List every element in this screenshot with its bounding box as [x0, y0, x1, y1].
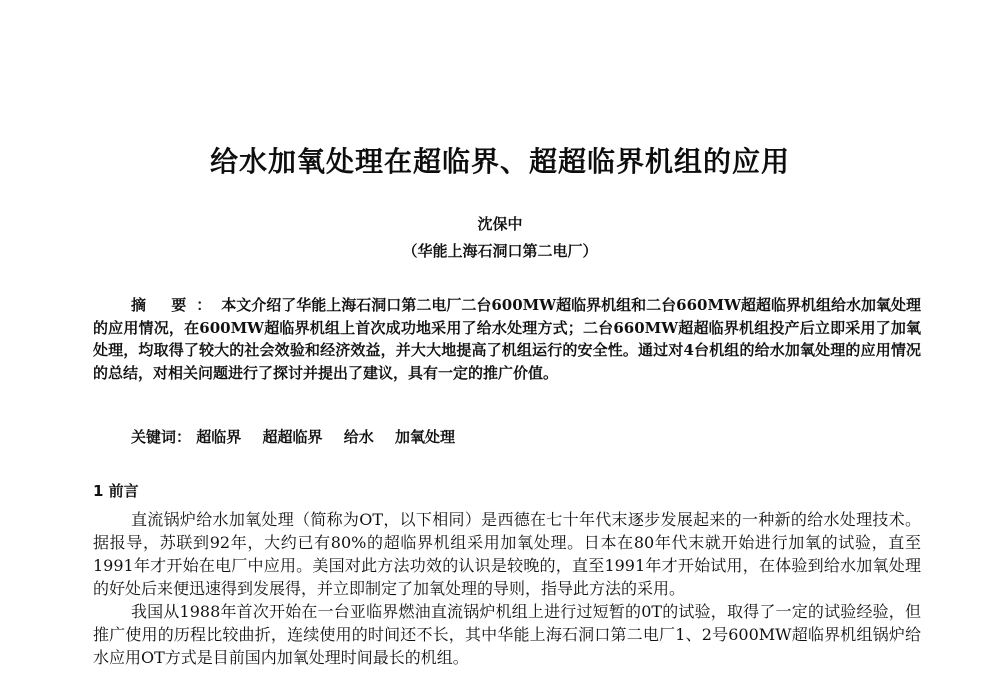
abstract-text: 本文介绍了华能上海石洞口第二电厂二台600MW超临界机组和二台660MW超超临界机组给水加氧处理的应用情况，在600MW超临界机组上首次成功地采用了给水处理方式；二台660MW超超临界机组投产后立即采用了加氧处理，均取得了较大的社会效验和经济效益，并大大地提高了机组运行的安全性。通过对4台机组的给水加氧处理的应用情况的总结，对相关问题进行了探讨并提出了建议，具有一定的推广价值。 [93, 296, 921, 382]
section-heading: 1 前言 [93, 482, 139, 500]
author-affiliation: （华能上海石洞口第二电厂） [402, 242, 598, 260]
abstract [93, 294, 921, 384]
keyword: 超超临界 [262, 428, 323, 446]
keyword: 加氧处理 [395, 428, 456, 446]
keyword: 超临界 [196, 428, 242, 446]
author-name: 沈保中 [477, 215, 523, 233]
keywords [131, 426, 921, 447]
section-body [93, 508, 921, 669]
abstract-label: 摘 要： [131, 296, 222, 314]
keyword: 给水 [343, 428, 374, 446]
keywords-label: 关键词： [131, 428, 192, 446]
body-paragraph: 直流锅炉给水加氧处理（简称为OT，以下相同）是西德在七十年代末逐步发展起来的一种新的给水处理技术。据报导，苏联到92年，大约已有80%的超临界机组采用加氧处理。日本在80年代末就开始进行加氧的试验，直至1991年才开始在电厂中应用。美国对此方法功效的认识是较晚的，直至1991年才开始试用，在体验到给水加氧处理的好处后来便迅速得到发展得，并立即制定了加氧处理的导则，指导此方法的采用。 [93, 510, 921, 598]
paper-title: 给水加氧处理在超临界、超超临界机组的应用 [209, 145, 790, 178]
body-paragraph: 我国从1988年首次开始在一台亚临界燃油直流锅炉机组上进行过短暂的0T的试验，取得了一定的试验经验，但推广使用的历程比较曲折，连续使用的时间还不长，其中华能上海石洞口第二电厂1、2号600MW超临界机组锅炉给水应用OT方式是目前国内加氧处理时间最长的机组。 [93, 602, 921, 667]
